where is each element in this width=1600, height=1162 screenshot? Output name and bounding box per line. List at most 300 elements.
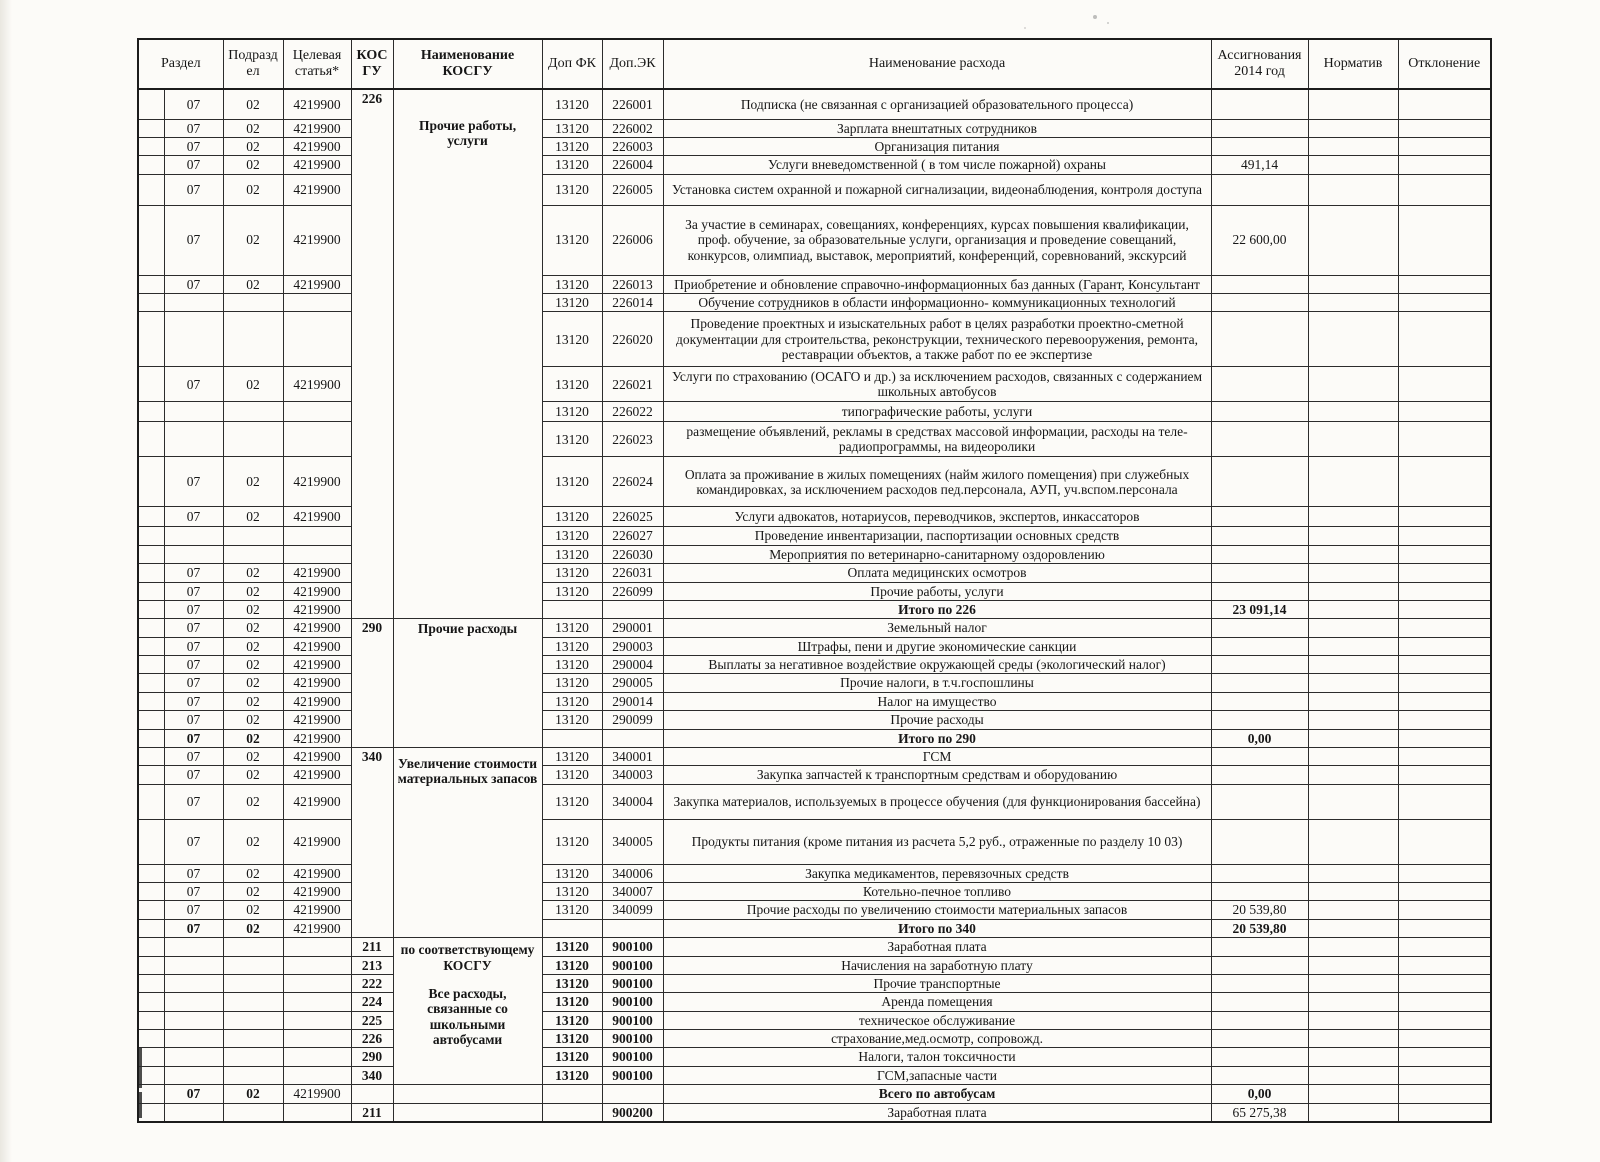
cell-dopfk: 13120 <box>542 89 602 119</box>
cell-dopek: 226004 <box>602 156 663 174</box>
cell-razdel: 07 <box>164 205 223 275</box>
table-row <box>138 312 1491 367</box>
cell-dopek: 340003 <box>602 766 663 784</box>
cell-norm <box>1308 1030 1398 1048</box>
cell-assign: 0,00 <box>1211 1085 1308 1103</box>
cell-gutter <box>138 919 164 937</box>
table-row <box>138 747 1491 765</box>
cell-razdel: 07 <box>164 784 223 819</box>
cell-target: 4219900 <box>283 656 351 674</box>
cell-dopek: 900100 <box>602 1048 663 1066</box>
cell-dev <box>1398 766 1491 784</box>
cell-dopfk: 13120 <box>542 901 602 919</box>
cell-assign <box>1211 89 1308 119</box>
cell-expense: Заработная плата <box>663 938 1211 956</box>
cell-expense: Начисления на заработную плату <box>663 956 1211 974</box>
cell-dopfk: 13120 <box>542 422 602 457</box>
cell-dopfk: 13120 <box>542 174 602 205</box>
cell-kosgu: 340 <box>351 1066 393 1084</box>
header-name: Наименование КОСГУ <box>393 39 542 89</box>
cell-expense: Зарплата внештатных сотрудников <box>663 119 1211 137</box>
cell-dev <box>1398 422 1491 457</box>
cell-podrazdel: 02 <box>223 205 283 275</box>
table-row <box>138 919 1491 937</box>
cell-dev <box>1398 89 1491 119</box>
cell-kosgu: 290 <box>351 619 393 748</box>
cell-gutter <box>138 564 164 582</box>
cell-dev <box>1398 956 1491 974</box>
cell-gutter <box>138 692 164 710</box>
cell-expense: Обучение сотрудников в области информационно- коммуникационных технологий <box>663 294 1211 312</box>
cell-assign <box>1211 457 1308 507</box>
cell-expense: Прочие налоги, в т.ч.госпошлины <box>663 674 1211 692</box>
cell-target <box>283 1048 351 1066</box>
cell-expense: размещение объявлений, рекламы в средствах массовой информации, расходы на теле- радиопрограммы, на видеоролики <box>663 422 1211 457</box>
cell-razdel: 07 <box>164 174 223 205</box>
cell-podrazdel: 02 <box>223 275 283 293</box>
cell-podrazdel: 02 <box>223 656 283 674</box>
table-row <box>138 545 1491 563</box>
cell-podrazdel: 02 <box>223 901 283 919</box>
cell-expense: техническое обслуживание <box>663 1011 1211 1029</box>
cell-dopek: 290005 <box>602 674 663 692</box>
cell-assign <box>1211 784 1308 819</box>
cell-expense: Налог на имущество <box>663 692 1211 710</box>
cell-dopek: 226014 <box>602 294 663 312</box>
cell-gutter <box>138 938 164 956</box>
cell-norm <box>1308 993 1398 1011</box>
cell-podrazdel: 02 <box>223 747 283 765</box>
cell-expense: Установка систем охранной и пожарной сигнализации, видеонаблюдения, контроля доступа <box>663 174 1211 205</box>
cell-dopek: 290004 <box>602 656 663 674</box>
cell-dev <box>1398 1103 1491 1122</box>
cell-assign <box>1211 1011 1308 1029</box>
cell-gutter <box>138 89 164 119</box>
cell-podrazdel: 02 <box>223 174 283 205</box>
cell-razdel <box>164 545 223 563</box>
cell-norm <box>1308 174 1398 205</box>
cell-assign <box>1211 367 1308 402</box>
cell-dopek: 900100 <box>602 974 663 992</box>
cell-podrazdel: 02 <box>223 457 283 507</box>
cell-expense: Проведение инвентаризации, паспортизации основных средств <box>663 527 1211 545</box>
cell-dopfk <box>542 1103 602 1122</box>
cell-target: 4219900 <box>283 275 351 293</box>
cell-dopek: 226001 <box>602 89 663 119</box>
cell-norm <box>1308 402 1398 422</box>
cell-razdel: 07 <box>164 600 223 618</box>
cell-expense: Услуги по страхованию (ОСАГО и др.) за исключением расходов, связанных с содержанием школьных автобусов <box>663 367 1211 402</box>
cell-expense: ГСМ <box>663 747 1211 765</box>
cell-norm <box>1308 156 1398 174</box>
cell-dev <box>1398 901 1491 919</box>
header-norm: Норматив <box>1308 39 1398 89</box>
cell-razdel <box>164 974 223 992</box>
cell-norm <box>1308 294 1398 312</box>
cell-podrazdel <box>223 1048 283 1066</box>
cell-target: 4219900 <box>283 729 351 747</box>
cell-kosgu: 340 <box>351 747 393 937</box>
cell-podrazdel: 02 <box>223 1085 283 1103</box>
cell-dopfk: 13120 <box>542 1030 602 1048</box>
cell-dopek <box>602 729 663 747</box>
cell-dopfk: 13120 <box>542 507 602 527</box>
cell-razdel <box>164 938 223 956</box>
cell-target: 4219900 <box>283 674 351 692</box>
cell-expense: Оплата за проживание в жилых помещениях (найм жилого помещения) при служебных командировках, за исключением расходов пед.персонала, АУП, уч.вспом.персонала <box>663 457 1211 507</box>
cell-expense: Закупка запчастей к транспортным средствам и оборудованию <box>663 766 1211 784</box>
cell-target <box>283 402 351 422</box>
cell-dev <box>1398 692 1491 710</box>
cell-dev <box>1398 711 1491 729</box>
cell-gutter <box>138 545 164 563</box>
cell-norm <box>1308 784 1398 819</box>
cell-podrazdel: 02 <box>223 919 283 937</box>
cell-norm <box>1308 582 1398 600</box>
cell-target <box>283 1103 351 1122</box>
cell-razdel: 07 <box>164 674 223 692</box>
cell-podrazdel: 02 <box>223 819 283 864</box>
header-dev: Отклонение <box>1398 39 1491 89</box>
cell-assign <box>1211 692 1308 710</box>
cell-assign <box>1211 637 1308 655</box>
cell-gutter <box>138 600 164 618</box>
cell-razdel: 07 <box>164 656 223 674</box>
cell-assign <box>1211 656 1308 674</box>
cell-dev <box>1398 137 1491 155</box>
cell-target: 4219900 <box>283 137 351 155</box>
cell-norm <box>1308 766 1398 784</box>
table-row <box>138 883 1491 901</box>
cell-dopek: 290014 <box>602 692 663 710</box>
cell-podrazdel <box>223 1103 283 1122</box>
cell-dev <box>1398 1030 1491 1048</box>
cell-assign <box>1211 766 1308 784</box>
cell-dev <box>1398 1048 1491 1066</box>
cell-dopfk <box>542 919 602 937</box>
cell-norm <box>1308 692 1398 710</box>
cell-dopek: 900200 <box>602 1103 663 1122</box>
header-dopek: Доп.ЭК <box>602 39 663 89</box>
cell-name: по соответствующему КОСГУ Все расходы, связанные со школьными автобусами <box>393 938 542 1085</box>
cell-expense: Итого по 290 <box>663 729 1211 747</box>
cell-gutter <box>138 784 164 819</box>
cell-dopek: 226030 <box>602 545 663 563</box>
cell-assign: 0,00 <box>1211 729 1308 747</box>
cell-dopfk: 13120 <box>542 1066 602 1084</box>
cell-assign: 65 275,38 <box>1211 1103 1308 1122</box>
cell-podrazdel: 02 <box>223 156 283 174</box>
cell-razdel <box>164 993 223 1011</box>
table-row <box>138 864 1491 882</box>
cell-dopfk: 13120 <box>542 883 602 901</box>
cell-dopfk: 13120 <box>542 674 602 692</box>
cell-assign <box>1211 674 1308 692</box>
cell-norm <box>1308 938 1398 956</box>
cell-razdel: 07 <box>164 564 223 582</box>
header-dopfk: Доп ФК <box>542 39 602 89</box>
cell-podrazdel <box>223 545 283 563</box>
cell-target: 4219900 <box>283 1085 351 1103</box>
cell-assign <box>1211 275 1308 293</box>
cell-dopfk: 13120 <box>542 766 602 784</box>
table-row <box>138 422 1491 457</box>
cell-podrazdel: 02 <box>223 729 283 747</box>
cell-dev <box>1398 938 1491 956</box>
cell-gutter <box>138 294 164 312</box>
cell-dopfk: 13120 <box>542 527 602 545</box>
cell-target: 4219900 <box>283 89 351 119</box>
cell-podrazdel: 02 <box>223 674 283 692</box>
cell-razdel <box>164 956 223 974</box>
cell-gutter <box>138 119 164 137</box>
scan-edge-shadow <box>0 0 12 1162</box>
cell-target <box>283 956 351 974</box>
cell-podrazdel: 02 <box>223 600 283 618</box>
cell-assign: 22 600,00 <box>1211 205 1308 275</box>
cell-norm <box>1308 747 1398 765</box>
cell-podrazdel: 02 <box>223 637 283 655</box>
cell-dev <box>1398 564 1491 582</box>
cell-norm <box>1308 711 1398 729</box>
header-podrazdel: Подраздел <box>223 39 283 89</box>
cell-dopek: 226002 <box>602 119 663 137</box>
cell-assign <box>1211 422 1308 457</box>
cell-gutter <box>138 527 164 545</box>
header-row <box>138 39 1491 89</box>
cell-dopek: 340099 <box>602 901 663 919</box>
cell-assign: 20 539,80 <box>1211 901 1308 919</box>
cell-podrazdel <box>223 294 283 312</box>
cell-target <box>283 545 351 563</box>
cell-expense: Прочие расходы по увеличению стоимости материальных запасов <box>663 901 1211 919</box>
cell-dopek: 900100 <box>602 1066 663 1084</box>
cell-kosgu: 224 <box>351 993 393 1011</box>
cell-razdel: 07 <box>164 275 223 293</box>
cell-dopek: 226025 <box>602 507 663 527</box>
cell-podrazdel: 02 <box>223 367 283 402</box>
cell-dopfk: 13120 <box>542 938 602 956</box>
cell-target: 4219900 <box>283 883 351 901</box>
cell-gutter <box>138 402 164 422</box>
cell-norm <box>1308 819 1398 864</box>
cell-dopfk: 13120 <box>542 784 602 819</box>
cell-dev <box>1398 1011 1491 1029</box>
cell-target <box>283 1066 351 1084</box>
cell-dev <box>1398 582 1491 600</box>
cell-assign: 491,14 <box>1211 156 1308 174</box>
cell-razdel: 07 <box>164 729 223 747</box>
cell-razdel: 07 <box>164 637 223 655</box>
cell-razdel: 07 <box>164 711 223 729</box>
cell-dev <box>1398 864 1491 882</box>
cell-assign <box>1211 711 1308 729</box>
header-assign: Ассигнования 2014 год <box>1211 39 1308 89</box>
cell-expense: Итого по 226 <box>663 600 1211 618</box>
cell-target <box>283 1030 351 1048</box>
cell-dopek: 900100 <box>602 938 663 956</box>
cell-assign <box>1211 119 1308 137</box>
cell-dopek: 226027 <box>602 527 663 545</box>
cell-podrazdel: 02 <box>223 119 283 137</box>
table-row <box>138 819 1491 864</box>
cell-gutter <box>138 156 164 174</box>
table-row <box>138 457 1491 507</box>
cell-norm <box>1308 422 1398 457</box>
cell-norm <box>1308 956 1398 974</box>
table-row <box>138 507 1491 527</box>
cell-dev <box>1398 729 1491 747</box>
cell-dev <box>1398 656 1491 674</box>
cell-gutter <box>138 1066 164 1084</box>
cell-gutter <box>138 883 164 901</box>
cell-name <box>393 1103 542 1122</box>
table-row <box>138 711 1491 729</box>
cell-dopek: 226023 <box>602 422 663 457</box>
cell-norm <box>1308 919 1398 937</box>
cell-target <box>283 993 351 1011</box>
cell-gutter <box>138 974 164 992</box>
cell-dopfk: 13120 <box>542 137 602 155</box>
cell-gutter <box>138 205 164 275</box>
cell-podrazdel <box>223 938 283 956</box>
cell-target: 4219900 <box>283 747 351 765</box>
cell-podrazdel <box>223 312 283 367</box>
cell-dopfk: 13120 <box>542 156 602 174</box>
cell-dev <box>1398 457 1491 507</box>
cell-target: 4219900 <box>283 156 351 174</box>
cell-norm <box>1308 89 1398 119</box>
cell-dopek: 340001 <box>602 747 663 765</box>
cell-dopfk: 13120 <box>542 367 602 402</box>
cell-dopek: 900100 <box>602 1011 663 1029</box>
table-row <box>138 582 1491 600</box>
cell-norm <box>1308 1103 1398 1122</box>
cell-assign <box>1211 1048 1308 1066</box>
cell-assign: 23 091,14 <box>1211 600 1308 618</box>
cell-dopfk: 13120 <box>542 974 602 992</box>
cell-dopek: 900100 <box>602 956 663 974</box>
cell-norm <box>1308 1048 1398 1066</box>
cell-dev <box>1398 205 1491 275</box>
cell-razdel: 07 <box>164 89 223 119</box>
cell-expense: Налоги, талон токсичности <box>663 1048 1211 1066</box>
cell-assign <box>1211 619 1308 637</box>
cell-target: 4219900 <box>283 582 351 600</box>
cell-norm <box>1308 864 1398 882</box>
cell-assign <box>1211 883 1308 901</box>
cell-razdel: 07 <box>164 864 223 882</box>
cell-expense: типографические работы, услуги <box>663 402 1211 422</box>
cell-norm <box>1308 275 1398 293</box>
cell-podrazdel <box>223 1011 283 1029</box>
cell-expense: Всего по автобусам <box>663 1085 1211 1103</box>
table-row <box>138 784 1491 819</box>
cell-podrazdel <box>223 993 283 1011</box>
table-row <box>138 600 1491 618</box>
cell-target: 4219900 <box>283 819 351 864</box>
cell-expense: Мероприятия по ветеринарно-санитарному оздоровлению <box>663 545 1211 563</box>
table-row <box>138 656 1491 674</box>
cell-expense: Закупка медикаментов, перевязочных средств <box>663 864 1211 882</box>
cell-target: 4219900 <box>283 457 351 507</box>
cell-expense: Прочие транспортные <box>663 974 1211 992</box>
cell-razdel <box>164 1066 223 1084</box>
cell-assign <box>1211 974 1308 992</box>
cell-norm <box>1308 457 1398 507</box>
cell-norm <box>1308 507 1398 527</box>
cell-expense: Закупка материалов, используемых в процессе обучения (для функционирования бассейна) <box>663 784 1211 819</box>
cell-dopfk: 13120 <box>542 119 602 137</box>
budget-table-body <box>138 89 1491 1122</box>
cell-target <box>283 294 351 312</box>
table-row <box>138 1066 1491 1084</box>
cell-target: 4219900 <box>283 692 351 710</box>
cell-razdel <box>164 312 223 367</box>
cell-dev <box>1398 294 1491 312</box>
cell-gutter <box>138 582 164 600</box>
cell-norm <box>1308 205 1398 275</box>
cell-norm <box>1308 1066 1398 1084</box>
cell-dev <box>1398 275 1491 293</box>
cell-assign <box>1211 174 1308 205</box>
cell-norm <box>1308 901 1398 919</box>
cell-kosgu: 290 <box>351 1048 393 1066</box>
cell-gutter <box>138 619 164 637</box>
cell-assign <box>1211 312 1308 367</box>
cell-gutter <box>138 1103 164 1122</box>
cell-expense: Заработная плата <box>663 1103 1211 1122</box>
scan-speck <box>1107 22 1109 24</box>
cell-dev <box>1398 507 1491 527</box>
cell-assign <box>1211 527 1308 545</box>
cell-assign <box>1211 507 1308 527</box>
cell-dev <box>1398 784 1491 819</box>
cell-dopfk: 13120 <box>542 747 602 765</box>
cell-assign <box>1211 747 1308 765</box>
cell-dev <box>1398 527 1491 545</box>
cell-target <box>283 1011 351 1029</box>
cell-expense: Организация питания <box>663 137 1211 155</box>
table-row <box>138 119 1491 137</box>
cell-razdel <box>164 1030 223 1048</box>
cell-target <box>283 422 351 457</box>
scan-speck <box>1093 15 1097 19</box>
cell-razdel: 07 <box>164 582 223 600</box>
cell-name <box>393 1085 542 1103</box>
cell-dopek <box>602 919 663 937</box>
table-row <box>138 564 1491 582</box>
cell-dev <box>1398 312 1491 367</box>
table-row <box>138 1030 1491 1048</box>
cell-dev <box>1398 174 1491 205</box>
cell-norm <box>1308 600 1398 618</box>
cell-dopek: 900100 <box>602 1030 663 1048</box>
cell-expense: Котельно-печное топливо <box>663 883 1211 901</box>
cell-razdel <box>164 1103 223 1122</box>
cell-razdel: 07 <box>164 457 223 507</box>
cell-podrazdel: 02 <box>223 784 283 819</box>
cell-podrazdel: 02 <box>223 507 283 527</box>
cell-razdel: 07 <box>164 919 223 937</box>
cell-razdel: 07 <box>164 156 223 174</box>
table-row <box>138 137 1491 155</box>
cell-gutter <box>138 711 164 729</box>
cell-dopek: 226003 <box>602 137 663 155</box>
cell-podrazdel: 02 <box>223 137 283 155</box>
cell-dev <box>1398 600 1491 618</box>
cell-target: 4219900 <box>283 711 351 729</box>
